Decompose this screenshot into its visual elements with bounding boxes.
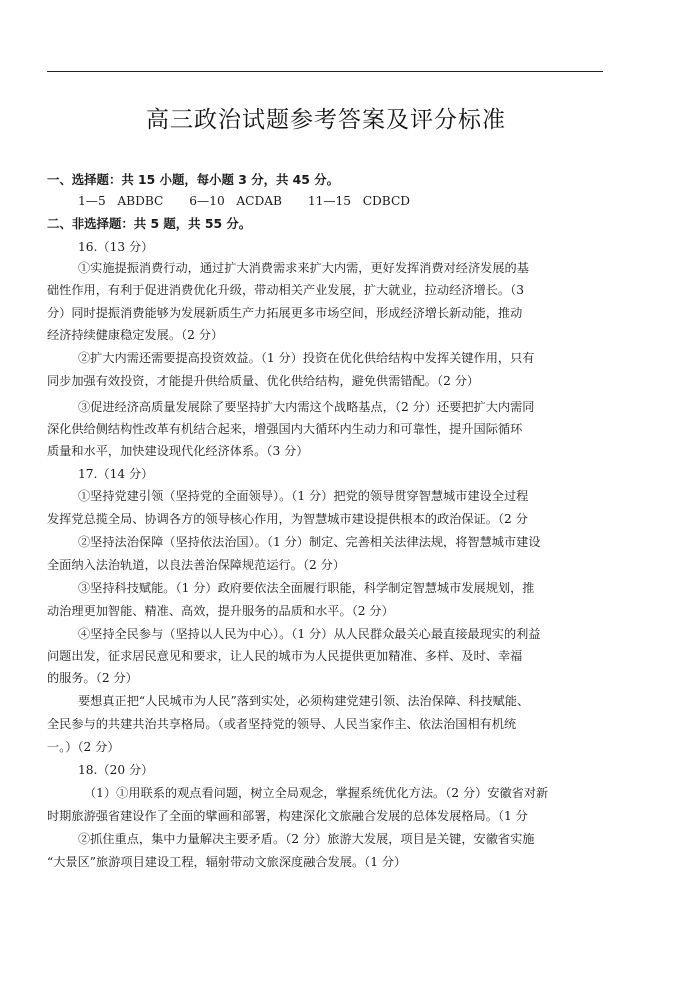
question-number: 17.（14 分） [78, 467, 154, 481]
top-rule [47, 71, 603, 72]
answer-line: 的服务。（2 分） [47, 671, 138, 685]
answer-letters: ABDBC [117, 194, 164, 208]
answer-line: ②扩大内需还需要提高投资效益。（1 分）投资在优化供给结构中发挥关键作用，只有 [78, 351, 535, 365]
answer-letters: CDBCD [362, 194, 411, 208]
answer-line: 时期旅游强省建设作了全面的擘画和部署，构建深化文旅融合发展的总体发展格局。（1 分 [47, 809, 528, 823]
answer-line: ④坚持全民参与（坚持以人民为中心）。（1 分）从人民群众最关心最直接最现实的利益 [78, 627, 541, 641]
answer-line: 全民参与的共建共治共享格局。（或者坚持党的领导、人民当家作主、依法治国相有机统 [47, 717, 517, 731]
answer-key-row [78, 193, 410, 209]
answer-line: ①实施提振消费行动，通过扩大消费需求来扩大内需，更好发挥消费对经济发展的基 [78, 261, 529, 275]
answer-line: 经济持续健康稳定发展。（2 分） [47, 328, 224, 342]
answer-line: 全面纳入法治轨道，以良法善治保障规范运行。（2 分） [47, 558, 346, 572]
answer-line: 质量和水平，加快建设现代化经济体系。（3 分） [47, 444, 309, 458]
section2-heading: 二、非选择题：共 5 题，共 55 分。 [47, 216, 252, 231]
answer-line: 要想真正把“人民城市为人民”落到实处，必须构建党建引领、法治保障、科技赋能、 [78, 694, 530, 708]
answer-line: ③坚持科技赋能。（1 分）政府要依法全面履行职能，科学制定智慧城市发展规划，推 [78, 581, 535, 595]
answer-line: ③促进经济高质量发展除了要坚持扩大内需这个战略基点，（2 分）还要把扩大内需同 [78, 400, 535, 414]
answer-line: 础性作用，有利于促进消费优化升级，带动相关产业发展，扩大就业，拉动经济增长。（3 [47, 283, 524, 297]
answer-range: 11—15 [307, 194, 352, 208]
answer-range: 1—5 [78, 194, 106, 208]
page-title: 高三政治试题参考答案及评分标准 [146, 107, 506, 133]
section1-heading: 一、选择题：共 15 小题，每小题 3 分，共 45 分。 [47, 172, 340, 187]
answer-line: ①坚持党建引领（坚持党的全面领导）。（1 分）把党的领导贯穿智慧城市建设全过程 [78, 489, 529, 503]
answer-line: 深化供给侧结构性改革有机结合起来，增强国内大循环内生动力和可靠性，提升国际循环 [47, 422, 523, 436]
answer-letters: ACDAB [236, 194, 282, 208]
answer-line: ②坚持法治保障（坚持依法治国）。（1 分）制定、完善相关法律法规，将智慧城市建设 [78, 535, 541, 549]
question-number: 16.（13 分） [78, 240, 154, 254]
answer-range: 6—10 [189, 194, 225, 208]
answer-line: 一。）（2 分） [47, 740, 120, 754]
answer-line: 发挥党总揽全局、协调各方的领导核心作用，为智慧城市建设提供根本的政治保证。（2 分 [47, 512, 528, 526]
answer-line: 问题出发，征求居民意见和要求，让人民的城市为人民提供更加精准、多样、及时、幸福 [47, 649, 523, 663]
answer-line: “大景区”旅游项目建设工程，辐射带动文旅深度融合发展。（1 分） [47, 855, 407, 869]
answer-line: 分）同时提振消费能够为发展新质生产力拓展更多市场空间，形成经济增长新动能，推动 [47, 306, 523, 320]
answer-line: 动治理更加智能、精准、高效，提升服务的品质和水平。（2 分） [47, 604, 394, 618]
answer-line: ②抓住重点，集中力量解决主要矛盾。（2 分）旅游大发展，项目是关键，安徽省实施 [78, 832, 535, 846]
answer-line: 同步加强有效投资，才能提升供给质量、优化供给结构，避免供需错配。（2 分） [47, 374, 480, 388]
question-number: 18.（20 分） [78, 763, 154, 777]
answer-line: （1）①用联系的观点看问题，树立全局观念，掌握系统优化方法。（2 分）安徽省对新 [84, 786, 549, 800]
